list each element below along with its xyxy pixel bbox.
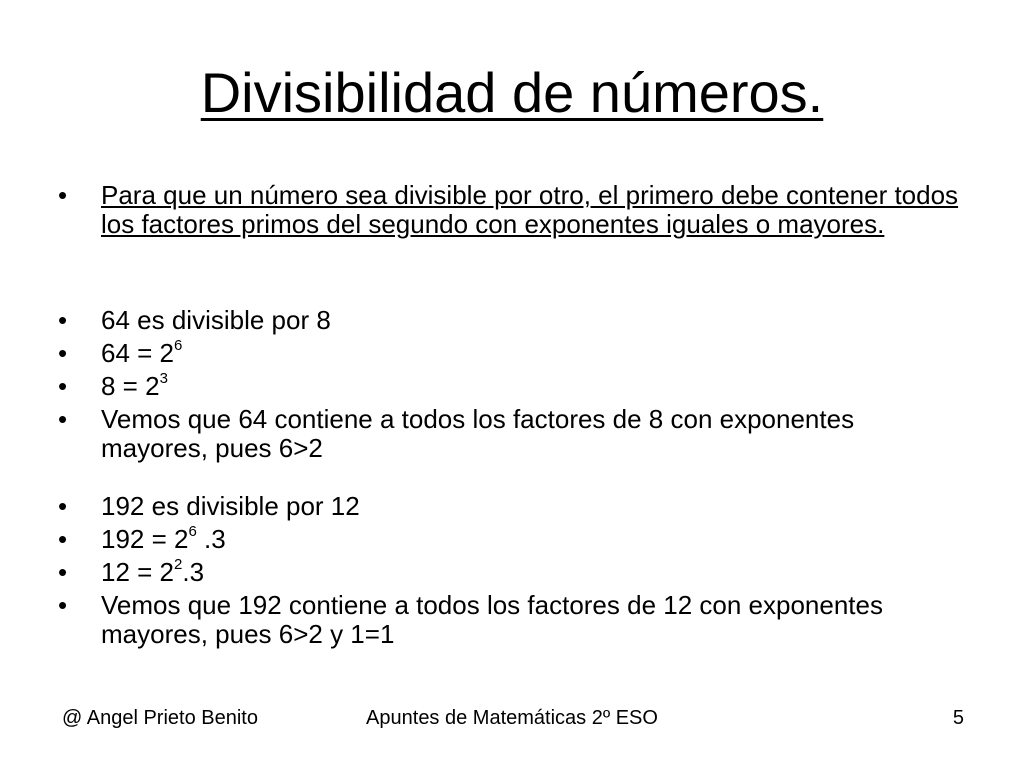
list-item — [58, 558, 968, 587]
exponent: 6 — [174, 337, 183, 354]
footer-course: Apuntes de Matemáticas 2º ESO — [366, 707, 658, 729]
conclusion-text: Vemos que 64 contiene a todos los factores de 8 con exponentes mayores, pues 6>2 — [101, 404, 855, 463]
bullet-marker: • — [58, 338, 68, 368]
list-item — [58, 591, 968, 649]
statement-text: 192 es divisible por 12 — [101, 491, 360, 521]
bullet-marker: • — [58, 557, 68, 587]
bullet-marker: • — [58, 305, 68, 335]
rule-text: Para que un número sea divisible por otro, el primero debe contener todos los factores primos del segundo con exponentes iguales o mayores. — [101, 180, 959, 239]
slide-title: Divisibilidad de números. — [200, 61, 824, 124]
list-item — [58, 525, 968, 554]
list-item — [58, 306, 968, 335]
footer-author: @ Angel Prieto Benito — [62, 707, 258, 729]
bullet-marker: • — [58, 524, 68, 554]
exponent: 6 — [188, 523, 197, 540]
factorization-text: 8 = 2 — [101, 371, 160, 401]
bullet-marker: • — [58, 404, 68, 434]
factorization-text: 64 = 2 — [101, 338, 175, 368]
list-item — [58, 181, 968, 239]
factorization-text: 12 = 2 — [101, 557, 175, 587]
intro-list — [58, 181, 968, 243]
factor-suffix: .3 — [196, 524, 226, 554]
list-item — [58, 339, 968, 368]
factorization-text: 192 = 2 — [101, 524, 189, 554]
example-192-list — [58, 492, 968, 653]
example-64-list — [58, 306, 968, 467]
conclusion-text: Vemos que 192 contiene a todos los factores de 12 con exponentes mayores, pues 6>2 y 1=1 — [101, 590, 883, 649]
bullet-marker: • — [58, 590, 68, 620]
bullet-marker: • — [58, 491, 68, 521]
list-item — [58, 405, 968, 463]
statement-text: 64 es divisible por 8 — [101, 305, 331, 335]
list-item — [58, 372, 968, 401]
exponent: 2 — [174, 556, 183, 573]
factor-suffix: .3 — [182, 557, 205, 587]
list-item — [58, 492, 968, 521]
exponent: 3 — [159, 370, 168, 387]
footer-page-number: 5 — [952, 707, 964, 729]
bullet-marker: • — [58, 371, 68, 401]
bullet-marker: • — [58, 180, 68, 210]
